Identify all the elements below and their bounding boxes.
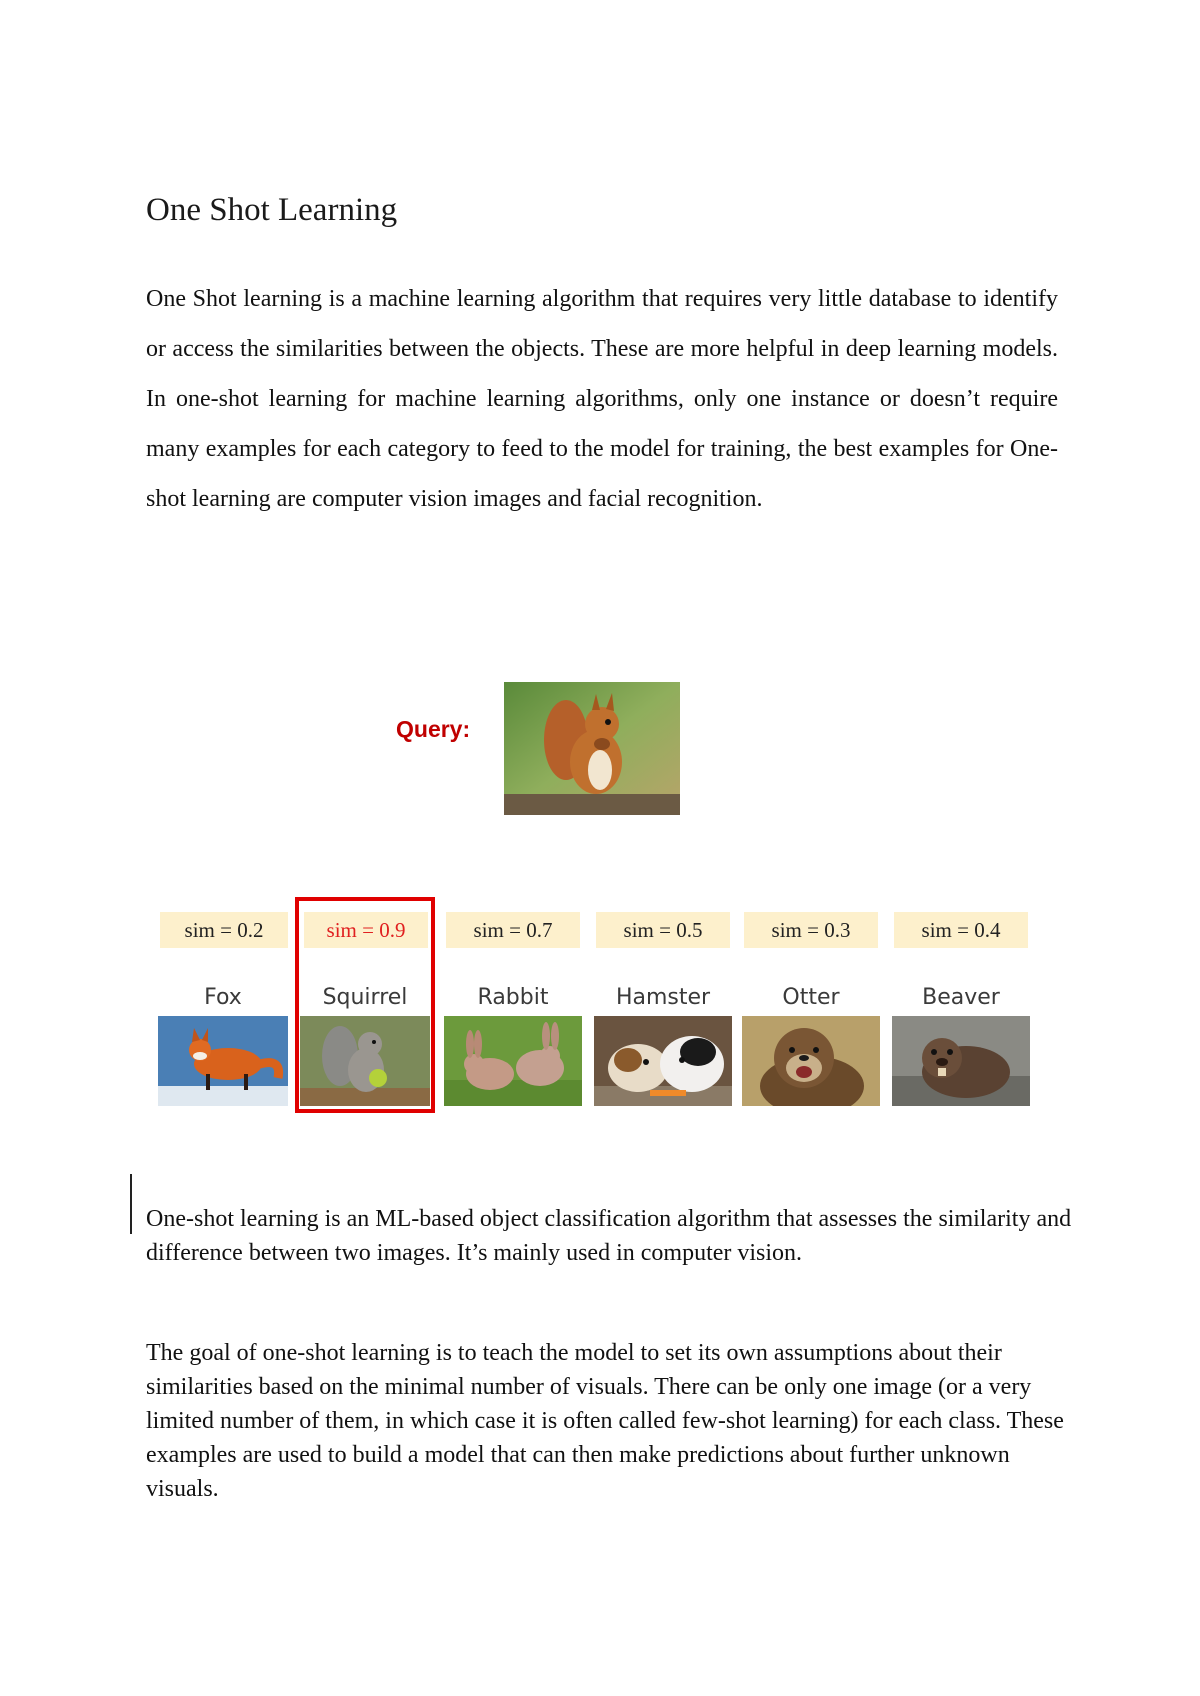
candidate-name: Hamster [615,985,711,1010]
candidate-name: Fox [204,985,242,1010]
query-squirrel-photo [504,682,680,815]
query-label: Query: [396,716,471,742]
best-match-highlight [295,897,435,1113]
sim-score: sim = 0.4 [894,912,1028,948]
beaver-photo [892,1016,1030,1106]
candidate-name: Rabbit [477,985,549,1010]
paragraph-definition: One-shot learning is an ML-based object classification algorithm that assesses the similarity and difference between two images. It’s mainly used in computer vision. [146,1206,1072,1266]
sim-score-best: sim = 0.9 [304,912,428,948]
sim-score: sim = 0.2 [160,912,288,948]
sim-score: sim = 0.7 [446,912,580,948]
text-cursor [130,1174,132,1234]
candidate-name: Beaver [922,985,1000,1010]
rabbit-photo [444,1016,582,1106]
sim-score: sim = 0.3 [744,912,878,948]
sim-score: sim = 0.5 [596,912,730,948]
document-title: One Shot Learning [146,192,398,228]
paragraph-goal: The goal of one-shot learning is to teach the model to set its own assumptions about their similarities based on the minimal number of visuals. There can be only one image (or a very limited number of them, in which case it is often called few-shot learning) for each class. These examples are used to build a model that can then make predictions about further unknown visuals. [146,1340,1064,1502]
otter-photo [742,1016,880,1106]
candidate-name: Otter [782,985,840,1010]
hamster-photo [594,1016,732,1106]
fox-photo [158,1016,288,1106]
candidate-name: Squirrel [322,985,408,1010]
paragraph-intro: One Shot learning is a machine learning algorithm that requires very little database to identify or access the similarities between the objects. These are more helpful in deep learning models. In one-shot learning for machine learning algorithms, only one instance or doesn’t require many examples for each category to feed to the model for training, the best examples for One-shot learning are computer vision images and facial recognition. [146,286,1058,512]
